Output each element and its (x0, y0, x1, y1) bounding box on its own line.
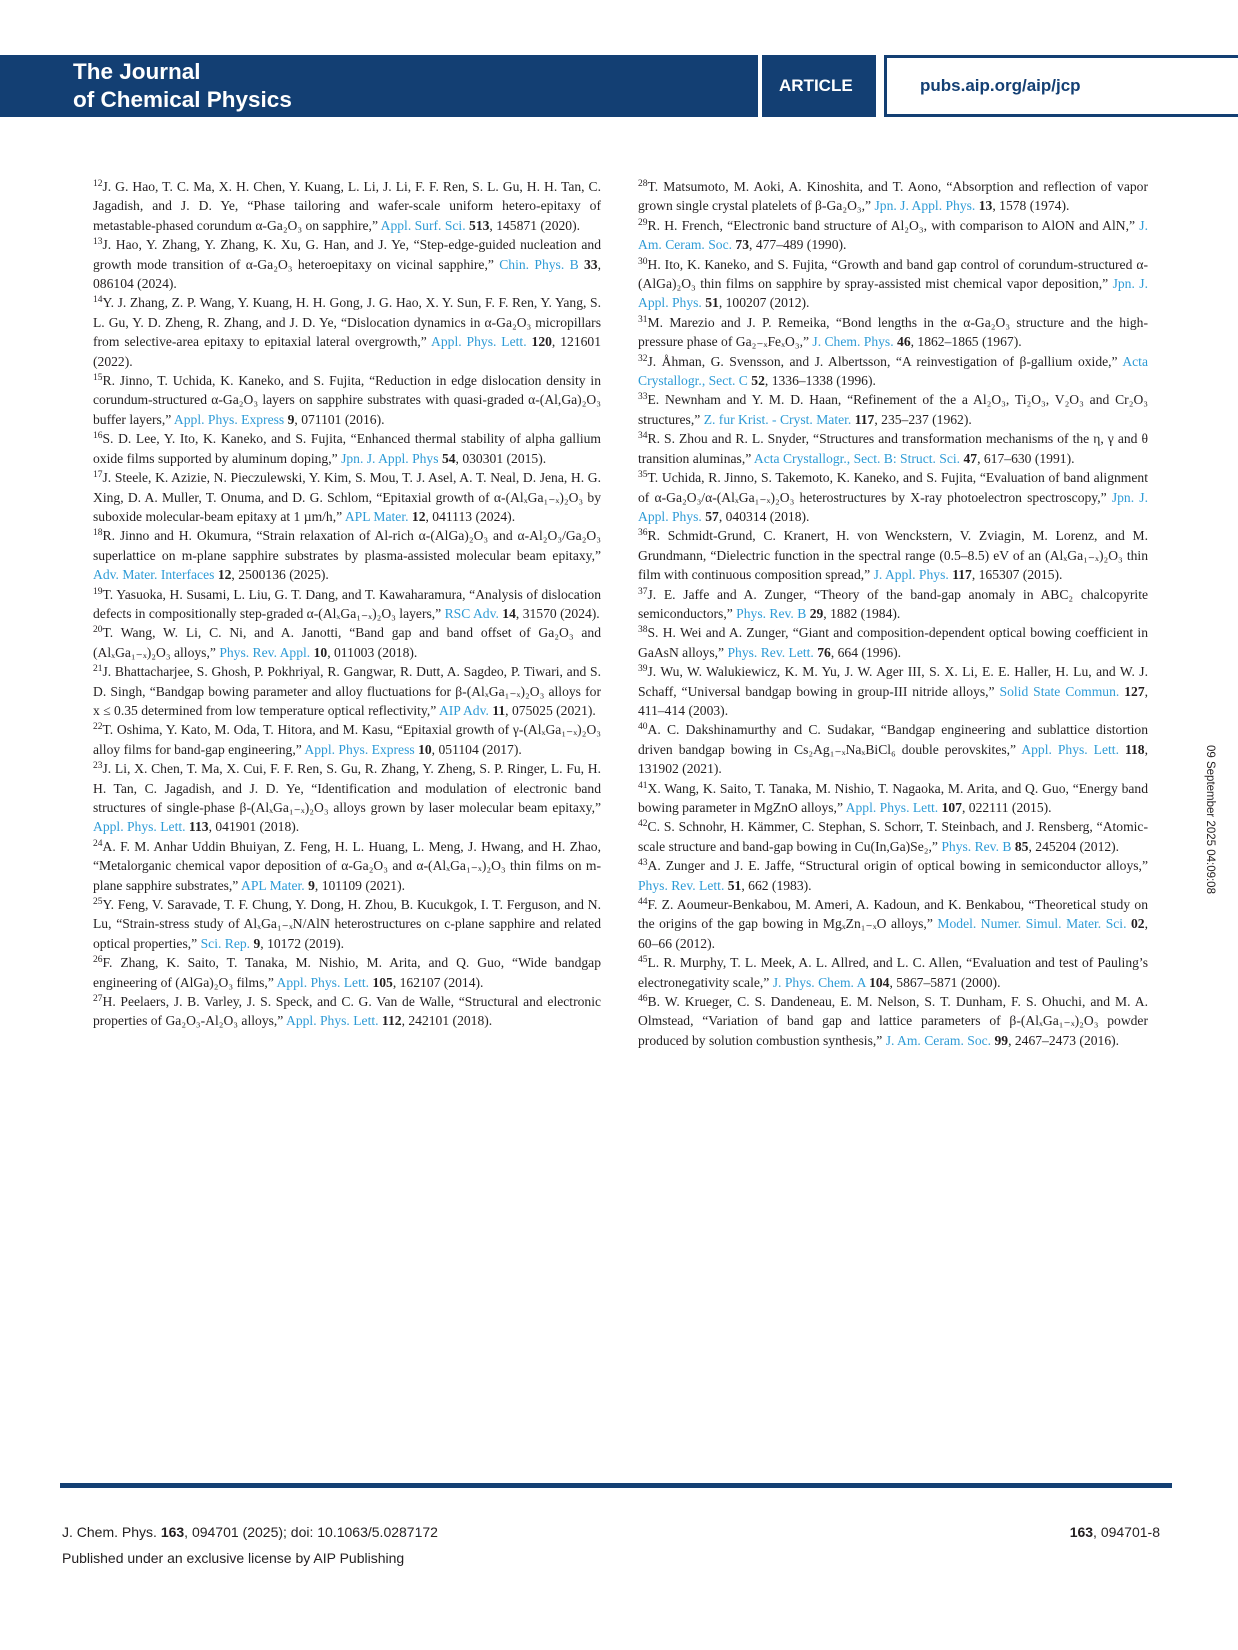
footer-page-id: , 094701-8 (1093, 1524, 1160, 1540)
reference-text: F. Zhang, K. Saito, T. Tanaka, M. Nishio, M. Arita, and Q. Guo, “Wide bandgap engineering of (AlGa)₂O₃ films,” (93, 955, 601, 990)
reference-40 (638, 720, 1148, 778)
reference-16 (93, 429, 601, 468)
reference-text: H. Ito, K. Kaneko, and S. Fujita, “Growth and band gap control of corundum-structured α-(AlGa)₂O₃ thin films on sapphire by spray-assisted mist chemical vapor deposition,” (638, 256, 1148, 292)
reference-journal-link[interactable]: RSC Adv. (444, 605, 499, 621)
reference-journal-link[interactable]: Acta Crystallogr., Sect. C (638, 353, 1148, 389)
reference-43 (638, 856, 1148, 895)
reference-12 (93, 177, 601, 235)
reference-number: 27 (93, 994, 103, 1005)
reference-pages-year: , 2467–2473 (2016). (1008, 1032, 1120, 1048)
reference-pages-year: , 617–630 (1991). (977, 450, 1075, 466)
reference-text: J. E. Jaffe and A. Zunger, “Theory of the band-gap anomaly in ABC₂ chalcopyrite semiconductors,” (638, 586, 1148, 621)
reference-pages-year: , 011003 (2018). (327, 644, 418, 660)
reference-number: 42 (638, 819, 648, 830)
reference-pages-year: , 10172 (2019). (260, 935, 345, 951)
reference-text: F. Z. Aoumeur-Benkabou, M. Ameri, A. Kadoun, and K. Benkabou, “Theoretical study on the origins of the gap bowing in MgₓZn₁₋ₓO alloys,” (638, 897, 1148, 932)
reference-journal-link[interactable]: Adv. Mater. Interfaces (93, 567, 215, 583)
reference-volume: 29 (809, 605, 824, 621)
reference-pages-year: , 1336–1338 (1996). (764, 373, 876, 389)
reference-pages-year: , 664 (1996). (830, 644, 902, 660)
reference-journal-link[interactable]: Model. Numer. Simul. Mater. Sci. (937, 916, 1127, 932)
reference-volume: 57 (705, 508, 719, 524)
journal-url-link[interactable]: pubs.aip.org/aip/jcp (920, 76, 1081, 95)
reference-text: S. H. Wei and A. Zunger, “Giant and composition-dependent optical bowing coefficient in GaAsN alloys,” (638, 625, 1148, 660)
reference-pages-year: , 1578 (1974). (992, 198, 1070, 214)
reference-15 (93, 371, 601, 429)
reference-46 (638, 992, 1148, 1050)
reference-29 (638, 216, 1148, 255)
reference-volume: 02 (1131, 916, 1145, 932)
reference-number: 16 (93, 431, 103, 442)
reference-pages-year: , 101109 (2021). (314, 877, 406, 893)
reference-pages-year: , 2500136 (2025). (231, 567, 329, 583)
reference-18 (93, 526, 601, 584)
reference-journal-link[interactable]: Phys. Rev. Appl. (219, 644, 311, 660)
reference-journal-link[interactable]: Phys. Rev. Lett. (638, 877, 725, 893)
reference-pages-year: , 051104 (2017). (431, 741, 522, 757)
reference-text: A. C. Dakshinamurthy and C. Sudakar, “Bandgap engineering and sublattice distortion driven bandgap bowing in Cs₂Ag₁₋ₓNaₓBiCl₆ double perovskites,” (638, 722, 1148, 757)
reference-42 (638, 817, 1148, 856)
reference-number: 29 (638, 217, 648, 228)
journal-title-line1: The Journal (73, 59, 201, 84)
reference-number: 20 (93, 625, 103, 636)
reference-number: 32 (638, 353, 648, 364)
reference-journal-link[interactable]: Appl. Phys. Lett. (1021, 741, 1119, 757)
reference-27 (93, 992, 601, 1031)
journal-banner (0, 55, 758, 117)
reference-41 (638, 779, 1148, 818)
reference-number: 18 (93, 528, 103, 539)
reference-text: T. Wang, W. Li, C. Ni, and A. Janotti, “Band gap and band offset of Ga₂O₃ and (AlₓGa₁₋ₓ)₂O₃ alloys,” (93, 625, 601, 660)
reference-25 (93, 895, 601, 953)
reference-volume: 117 (854, 411, 875, 427)
reference-journal-link[interactable]: Jpn. J. Appl. Phys. (874, 198, 976, 214)
download-date-stamp: 09 September 2025 04:09:08 (1204, 745, 1216, 894)
reference-number: 46 (638, 994, 648, 1005)
reference-volume: 120 (531, 334, 552, 350)
reference-volume: 9 (253, 935, 261, 951)
reference-45 (638, 953, 1148, 992)
reference-pages-year: , 121601 (2022). (93, 334, 602, 369)
reference-text: R. S. Zhou and R. L. Snyder, “Structures and transformation mechanisms of the η, γ and θ transition aluminas,” (638, 431, 1148, 466)
reference-volume: 85 (1014, 838, 1029, 854)
reference-pages-year: , 242101 (2018). (401, 1013, 493, 1029)
reference-number: 41 (638, 780, 648, 791)
reference-number: 24 (93, 838, 103, 849)
reference-volume: 33 (584, 256, 598, 272)
reference-number: 38 (638, 625, 648, 636)
reference-number: 21 (93, 664, 103, 675)
reference-pages-year: , 071101 (2016). (294, 411, 385, 427)
reference-journal-link[interactable]: Solid State Commun. (999, 683, 1120, 699)
reference-pages-year: , 411–414 (2003). (638, 683, 1149, 718)
reference-journal-link[interactable]: Appl. Phys. Lett. (845, 800, 939, 815)
journal-header (0, 55, 1238, 117)
reference-volume: 9 (308, 877, 315, 893)
reference-text: A. F. M. Anhar Uddin Bhuiyan, Z. Feng, H. L. Huang, L. Meng, J. Hwang, and H. Zhao, “Metalorganic chemical vapor deposition of α-Ga₂O₃ and α-(AlₓGa₁₋ₓ)₂O₃ thin films on m-plane sapphire substrates,” (93, 838, 601, 893)
reference-text: T. Matsumoto, M. Aoki, A. Kinoshita, and T. Aono, “Absorption and reflection of vapor grown single crystal platelets of β-Ga₂O₃,” (638, 179, 1148, 214)
reference-pages-year: , 100207 (2012). (718, 295, 810, 311)
reference-journal-link[interactable]: AIP Adv. (438, 702, 489, 718)
reference-volume: 118 (1124, 741, 1145, 757)
reference-text: R. Jinno, T. Uchida, K. Kaneko, and S. Fujita, “Reduction in edge dislocation density in corundum-structured α-Ga₂O₃ layers on sapphire substrates with quasi-graded α-(Al,Ga)₂O₃ buffer layers,” (93, 373, 601, 427)
reference-pages-year: , 086104 (2024). (93, 256, 601, 292)
reference-journal-link[interactable]: Appl. Phys. Express (173, 411, 285, 427)
reference-journal-link[interactable]: J. Chem. Phys. (812, 334, 894, 350)
reference-number: 22 (93, 722, 103, 733)
reference-journal-link[interactable]: Phys. Rev. Lett. (727, 644, 814, 660)
reference-pages-year: , 60–66 (2012). (638, 916, 1148, 951)
reference-number: 39 (638, 664, 648, 675)
reference-text: J. Li, X. Chen, T. Ma, X. Cui, F. F. Ren, S. Gu, R. Zhang, Y. Zheng, S. P. Ringer, L. Fu, H. H. Tan, C. Jagadish, and J. D. Ye, “Identification and modulation of electronic band structures of single-phase β-(AlₓGa₁₋ₓ)₂O₃ alloys grown by laser molecular beam epitaxy,” (93, 761, 601, 815)
reference-13 (93, 235, 601, 293)
reference-number: 30 (638, 256, 648, 267)
reference-pages-year: , 5867–5871 (2000). (889, 974, 1001, 990)
reference-volume: 113 (188, 819, 209, 835)
reference-text: X. Wang, K. Saito, T. Tanaka, M. Nishio, T. Nagaoka, M. Arita, and Q. Guo, “Energy band bowing parameter in MgZnO alloys,” (638, 780, 1148, 815)
reference-pages-year: , 145871 (2020). (489, 217, 581, 233)
reference-volume: 104 (869, 974, 890, 990)
reference-text: R. Schmidt-Grund, C. Kranert, H. von Wenckstern, V. Zviagin, M. Lorenz, and M. Grundmann, “Dielectric function in the spectral range (0.5–8.5) eV of an (AlₓGa₁₋ₓ)₂O₃ thin film with continuous composition spread,” (638, 528, 1148, 583)
reference-journal-link[interactable]: APL Mater. (241, 877, 305, 893)
reference-text: J. Hao, Y. Zhang, Y. Zhang, K. Xu, G. Han, and J. Ye, “Step-edge-guided nucleation and growth mode transition of α-Ga₂O₃ heteroepitaxy on vicinal sapphire,” (93, 237, 601, 272)
reference-volume: 105 (372, 974, 393, 990)
reference-journal-link[interactable]: Jpn. J. Appl. Phys (341, 450, 439, 466)
reference-26 (93, 953, 601, 992)
reference-number: 13 (93, 237, 103, 248)
reference-20 (93, 623, 601, 662)
reference-journal-link[interactable]: Acta Crystallogr., Sect. B: Struct. Sci. (753, 450, 961, 466)
reference-number: 44 (638, 897, 648, 908)
footer-volume: 163 (160, 1524, 185, 1540)
footer-page-number (1070, 1524, 1160, 1540)
reference-21 (93, 662, 601, 720)
reference-number: 43 (638, 858, 648, 869)
reference-journal-link[interactable]: Appl. Phys. Lett. (276, 974, 370, 990)
reference-text: Y. J. Zhang, Z. P. Wang, Y. Kuang, H. H. Gong, J. G. Hao, X. Y. Sun, F. F. Ren, Y. Yang, S. L. Gu, Y. D. Zheng, R. Zhang, and J. D. Ye, “Dislocation dynamics in α-Ga₂O₃ micropillars from selective-area epitaxy to epitaxial lateral overgrowth,” (93, 295, 601, 350)
reference-text: J. Wu, W. Walukiewicz, K. M. Yu, J. W. Ager III, S. X. Li, E. E. Haller, H. Lu, and W. J. Schaff, “Universal bandgap bowing in group-III nitride alloys,” (638, 664, 1148, 699)
reference-text: J. Åhman, G. Svensson, and J. Albertsson, “A reinvestigation of β-gallium oxide,” (647, 353, 1118, 369)
reference-number: 14 (93, 295, 103, 306)
reference-23 (93, 759, 601, 837)
reference-number: 31 (638, 314, 648, 325)
reference-pages-year: , 022111 (2015). (961, 800, 1052, 815)
reference-volume: 10 (418, 741, 432, 757)
reference-volume: 10 (313, 644, 328, 660)
reference-journal-link[interactable]: Appl. Phys. Lett. (431, 334, 527, 350)
reference-number: 28 (638, 179, 648, 189)
reference-text: J. Steele, K. Azizie, N. Pieczulewski, Y. Kim, S. Mou, T. J. Asel, A. T. Neal, D. Jena, H. G. Xing, D. A. Muller, T. Onuma, and D. G. Schlom, “Epitaxial growth of α-(AlₓGa₁₋ₓ)₂O₃ by suboxide molecular-beam epitaxy at 1 µm/h,” (93, 470, 601, 524)
footer-citation (62, 1524, 438, 1540)
reference-44 (638, 895, 1148, 953)
reference-pages-year: , 075025 (2021). (505, 702, 596, 718)
reference-38 (638, 623, 1148, 662)
reference-volume: 47 (963, 450, 978, 466)
reference-text: Y. Feng, V. Saravade, T. F. Chung, Y. Dong, H. Zhou, B. Kucukgok, I. T. Ferguson, and N. Lu, “Strain-stress study of AlₓGa₁₋ₓN/AlN heterostructures on c-plane sapphire and related optical properties,” (93, 897, 601, 951)
journal-title (73, 58, 292, 114)
reference-text: H. Peelaers, J. B. Varley, J. S. Speck, and C. G. Van de Walle, “Structural and electronic properties of Ga₂O₃-Al₂O₃ alloys,” (93, 994, 601, 1029)
reference-volume: 76 (817, 644, 831, 660)
reference-volume: 12 (411, 508, 426, 524)
reference-text: S. D. Lee, Y. Ito, K. Kaneko, and S. Fujita, “Enhanced thermal stability of alpha gallium oxide films supported by aluminum doping,” (93, 431, 601, 466)
reference-text: J. G. Hao, T. C. Ma, X. H. Chen, Y. Kuang, L. Li, J. Li, F. F. Ren, S. L. Gu, H. H. Tan, C. Jagadish, and J. D. Ye, “Phase tailoring and wafer-scale uniform hetero-epitaxy of metastable-phased corundum α-Ga₂O₃ on sapphire,” (93, 179, 601, 233)
reference-24 (93, 837, 601, 895)
reference-volume: 51 (727, 877, 742, 893)
reference-32 (638, 352, 1148, 391)
reference-volume: 107 (941, 800, 962, 815)
reference-number: 40 (638, 722, 648, 733)
reference-pages-year: , 245204 (2012). (1028, 838, 1120, 854)
reference-22 (93, 720, 601, 759)
reference-pages-year: , 1882 (1984). (823, 605, 901, 621)
reference-pages-year: , 041901 (2018). (208, 819, 300, 835)
reference-volume: 127 (1124, 683, 1145, 699)
reference-14 (93, 293, 601, 371)
reference-journal-link[interactable]: Phys. Rev. B (736, 605, 807, 621)
reference-text: J. Bhattacharjee, S. Ghosh, P. Pokhriyal, R. Gangwar, R. Dutt, A. Sagdeo, P. Tiwari, and S. D. Singh, “Bandgap bowing parameter and alloy fluctuations for β-(AlₓGa₁₋ₓ)₂O₃ alloys for x ≤ 0.35 determined from low temperature optical reflectivity,” (93, 664, 601, 718)
reference-journal-link[interactable]: Z. fur Krist. - Cryst. Mater. (703, 411, 852, 427)
reference-volume: 13 (978, 198, 993, 214)
reference-pages-year: , 041113 (2024). (425, 508, 516, 524)
section-label: ARTICLE (762, 55, 876, 117)
reference-volume: 73 (735, 237, 750, 253)
reference-pages-year: , 1862–1865 (1967). (910, 334, 1022, 350)
journal-title-line2: of Chemical Physics (73, 87, 292, 112)
footer-license: Published under an exclusive license by AIP Publishing (62, 1550, 405, 1566)
references-right-column (638, 177, 1148, 1050)
reference-35 (638, 468, 1148, 526)
journal-url-box (884, 55, 1238, 117)
reference-number: 36 (638, 528, 648, 539)
reference-37 (638, 585, 1148, 624)
footer-rule (60, 1483, 1172, 1488)
reference-volume: 513 (469, 217, 490, 233)
footer-page-volume: 163 (1069, 1524, 1094, 1540)
reference-journal-link[interactable]: APL Mater. (344, 508, 409, 524)
reference-journal-link[interactable]: Appl. Phys. Lett. (286, 1013, 379, 1029)
reference-text: T. Oshima, Y. Kato, M. Oda, T. Hitora, and M. Kasu, “Epitaxial growth of γ-(AlₓGa₁₋ₓ)₂O₃ alloy films for band-gap engineering,” (93, 722, 601, 757)
reference-39 (638, 662, 1148, 720)
reference-text: E. Newnham and Y. M. D. Haan, “Refinement of the a Al₂O₃, Ti₂O₃, V₂O₃ and Cr₂O₃ structures,” (638, 392, 1148, 427)
reference-volume: 54 (441, 450, 456, 466)
references-left-column (93, 177, 601, 1031)
reference-journal-link[interactable]: J. Phys. Chem. A (772, 974, 866, 990)
reference-text: C. S. Schnohr, H. Kämmer, C. Stephan, S. Schorr, T. Steinbach, and J. Rensberg, “Atomic-scale structure and band-gap bowing in Cu(In,Ga)Se₂,” (638, 819, 1148, 854)
reference-number: 34 (638, 431, 648, 442)
reference-33 (638, 390, 1148, 429)
reference-pages-year: , 030301 (2015). (455, 450, 547, 466)
reference-number: 35 (638, 470, 648, 481)
reference-text: B. W. Krueger, C. S. Dandeneau, E. M. Nelson, S. T. Dunham, F. S. Ohuchi, and M. A. Olmstead, “Variation of band gap and lattice parameters of β-(AlₓGa₁₋ₓ)₂O₃ powder produced by solution combustion synthesis,” (638, 994, 1148, 1048)
reference-number: 25 (93, 897, 103, 908)
reference-number: 19 (93, 586, 103, 597)
reference-volume: 112 (381, 1013, 402, 1029)
reference-journal-link[interactable]: Chin. Phys. B (499, 256, 579, 272)
footer-journal-abbrev: J. Chem. Phys. (62, 1524, 157, 1540)
reference-journal-link[interactable]: Phys. Rev. B (941, 838, 1012, 854)
footer-citation-details: , 094701 (2025); doi: 10.1063/5.0287172 (184, 1524, 438, 1540)
reference-34 (638, 429, 1148, 468)
reference-pages-year: , 477–489 (1990). (749, 237, 847, 253)
reference-text: M. Marezio and J. P. Remeika, “Bond lengths in the α-Ga₂O₃ structure and the high-pressure phase of Ga₂₋ₓFeₓO₃,” (638, 314, 1148, 350)
reference-pages-year: , 31570 (2024). (515, 605, 600, 621)
reference-pages-year: , 662 (1983). (741, 877, 812, 893)
reference-volume: 117 (952, 567, 972, 583)
reference-text: L. R. Murphy, T. L. Meek, A. L. Allred, and L. C. Allen, “Evaluation and test of Pauling’s electronegativity scale,” (638, 955, 1148, 990)
reference-volume: 46 (897, 334, 911, 350)
reference-volume: 99 (994, 1032, 1009, 1048)
reference-36 (638, 526, 1148, 584)
reference-journal-link[interactable]: Jpn. J. Appl. Phys. (638, 276, 1148, 311)
reference-journal-link[interactable]: Jpn. J. Appl. Phys. (638, 489, 1148, 524)
reference-journal-link[interactable]: Appl. Phys. Lett. (93, 819, 186, 835)
reference-19 (93, 585, 601, 624)
reference-number: 12 (93, 179, 103, 189)
reference-text: T. Uchida, R. Jinno, S. Takemoto, K. Kaneko, and S. Fujita, “Evaluation of band alignment of α-Ga₂O₃/α-(AlₓGa₁₋ₓ)₂O₃ heterostructures by X-ray photoelectron spectroscopy,” (638, 470, 1148, 505)
reference-pages-year: , 165307 (2015). (971, 567, 1063, 583)
reference-journal-link[interactable]: J. Appl. Phys. (873, 567, 949, 583)
reference-pages-year: , 235–237 (1962). (874, 411, 972, 427)
reference-number: 23 (93, 761, 103, 772)
reference-pages-year: , 040314 (2018). (718, 508, 810, 524)
reference-number: 26 (93, 955, 103, 966)
reference-text: R. Jinno and H. Okumura, “Strain relaxation of Al-rich α-(AlGa)₂O₃ and α-Al₂O₃/Ga₂O₃ superlattice on m-plane sapphire substrates by plasma-assisted molecular beam epitaxy,” (93, 528, 601, 563)
reference-journal-link[interactable]: J. Am. Ceram. Soc. (885, 1032, 992, 1048)
reference-volume: 14 (502, 605, 516, 621)
reference-journal-link[interactable]: Appl. Surf. Sci. (380, 217, 466, 233)
reference-number: 33 (638, 392, 648, 403)
reference-pages-year: , 131902 (2021). (638, 741, 1148, 777)
reference-journal-link[interactable]: J. Am. Ceram. Soc. (638, 217, 1148, 253)
reference-number: 15 (93, 373, 103, 384)
reference-number: 37 (638, 586, 648, 597)
reference-volume: 12 (217, 567, 232, 583)
reference-31 (638, 313, 1148, 352)
reference-text: T. Yasuoka, H. Susami, L. Liu, G. T. Dang, and T. Kawaharamura, “Analysis of dislocation defects in compositionally step-graded α-(AlₓGa₁₋ₓ)₂O₃ layers,” (93, 586, 601, 621)
reference-volume: 51 (705, 295, 719, 311)
reference-28 (638, 177, 1148, 216)
reference-volume: 52 (751, 373, 765, 389)
reference-volume: 9 (287, 411, 295, 427)
reference-journal-link[interactable]: Appl. Phys. Express (304, 741, 415, 757)
reference-text: A. Zunger and J. E. Jaffe, “Structural origin of optical bowing in semiconductor alloys,” (647, 858, 1148, 874)
reference-text: R. H. French, “Electronic band structure of Al₂O₃, with comparison to AlON and AlN,” (647, 217, 1136, 233)
reference-30 (638, 255, 1148, 313)
reference-number: 17 (93, 470, 103, 481)
reference-number: 45 (638, 955, 648, 966)
reference-journal-link[interactable]: Sci. Rep. (200, 935, 251, 951)
reference-17 (93, 468, 601, 526)
reference-volume: 11 (492, 702, 506, 718)
reference-pages-year: , 162107 (2014). (392, 974, 484, 990)
